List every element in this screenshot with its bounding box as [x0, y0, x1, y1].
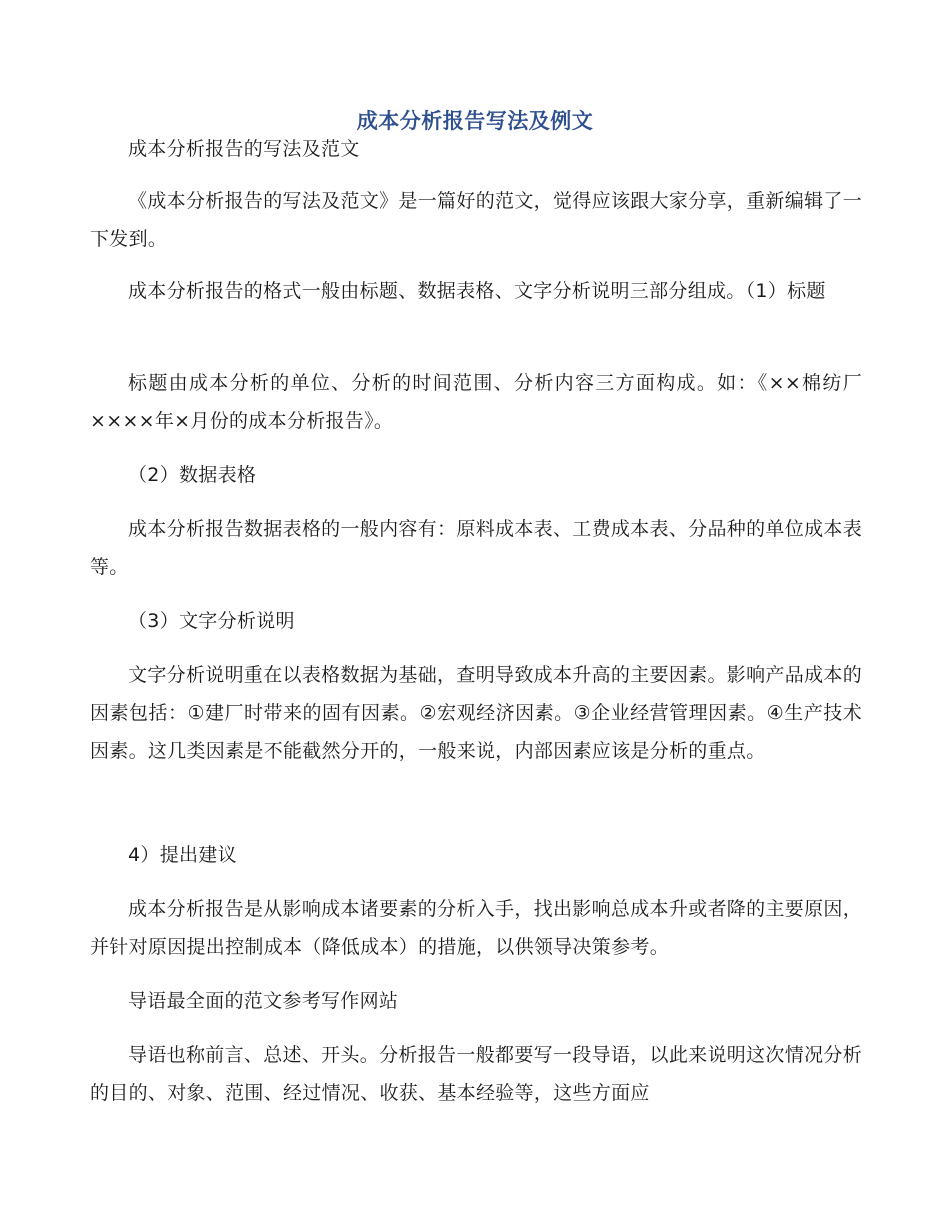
paragraph-suggestions-desc: 成本分析报告是从影响成本诸要素的分析入手，找出影响总成本升或者降的主要原因，并针对原因提出控制成本（降低成本）的措施，以供领导决策参考。	[90, 898, 862, 958]
paragraph-format: 成本分析报告的格式一般由标题、数据表格、文字分析说明三部分组成。（1）标题	[128, 280, 826, 302]
document-title: 成本分析报告写法及例文	[356, 108, 594, 133]
paragraph-subtitle: 成本分析报告的写法及范文	[128, 138, 360, 160]
paragraph-data-table-desc: 成本分析报告数据表格的一般内容有：原料成本表、工费成本表、分品种的单位成本表等。	[90, 518, 862, 578]
paragraph-title-desc: 标题由成本分析的单位、分析的时间范围、分析内容三方面构成。如：《××棉纺厂××××年×月份的成本分析报告》。	[90, 372, 862, 432]
paragraph-text-analysis-desc: 文字分析说明重在以表格数据为基础，查明导致成本升高的主要因素。影响产品成本的因素包括：①建厂时带来的固有因素。②宏观经济因素。③企业经营管理因素。④生产技术因素。这几类因素是不能截然分开的，一般来说，内部因素应该是分析的重点。	[90, 664, 862, 762]
paragraph-heading-lead: 导语最全面的范文参考写作网站	[128, 990, 399, 1012]
paragraph-heading-suggestions: 4）提出建议	[128, 844, 237, 866]
paragraph-heading-text-analysis: （3）文字分析说明	[128, 610, 295, 632]
paragraph-heading-data-table: （2）数据表格	[128, 464, 257, 486]
paragraph-lead-desc: 导语也称前言、总述、开头。分析报告一般都要写一段导语，以此来说明这次情况分析的目的、对象、范围、经过情况、收获、基本经验等，这些方面应	[90, 1044, 862, 1104]
paragraph-intro: 《成本分析报告的写法及范文》是一篇好的范文，觉得应该跟大家分享，重新编辑了一下发到。	[90, 190, 862, 250]
